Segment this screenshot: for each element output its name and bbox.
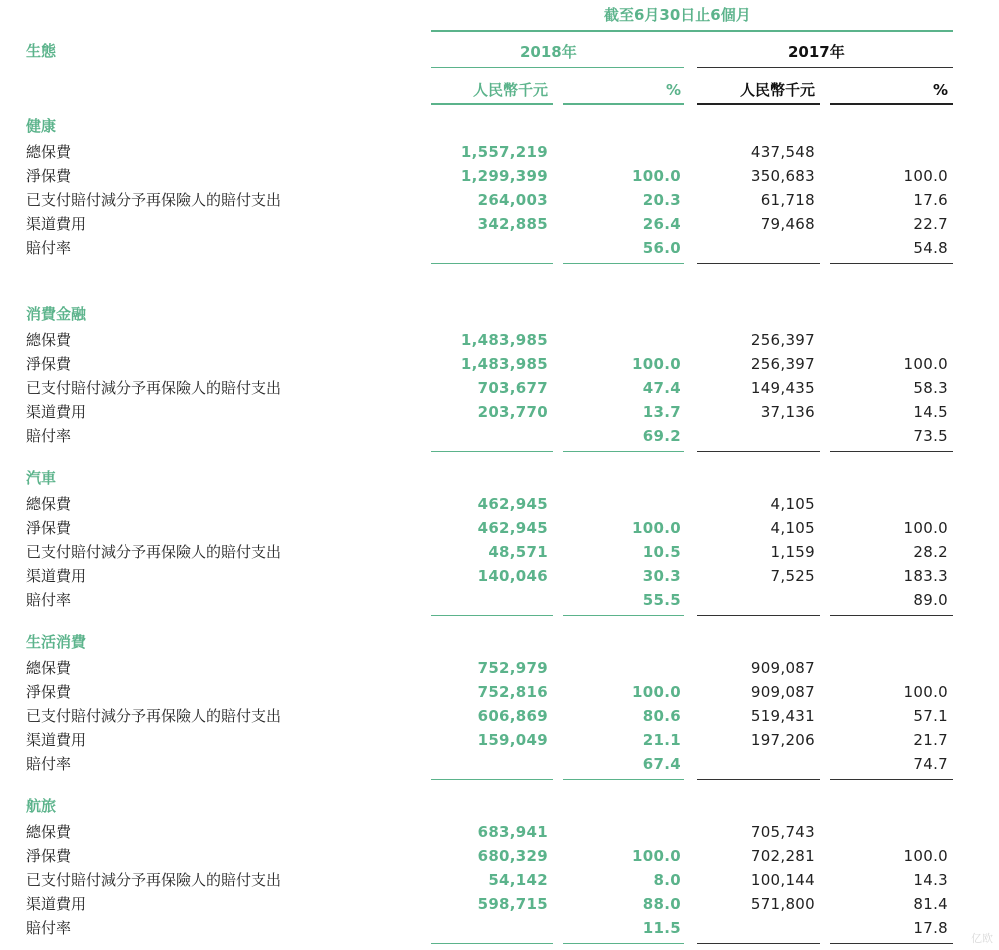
unit-2018-amount: 人民幣千元	[472, 81, 548, 99]
percent-2017: 100.0	[903, 683, 948, 701]
amount-2017: 1,159	[770, 543, 815, 561]
amount-2018: 1,299,399	[460, 167, 548, 185]
amount-2017: 79,468	[760, 215, 815, 233]
percent-2018: 88.0	[642, 895, 681, 913]
amount-2017: 350,683	[750, 167, 815, 185]
section-rule	[563, 615, 684, 616]
period-heading: 截至6月30日止6個月	[604, 6, 751, 24]
section-title: 航旅	[26, 797, 57, 815]
row-label: 總保費	[26, 659, 72, 677]
amount-2018: 703,677	[477, 379, 548, 397]
section-title: 健康	[26, 117, 57, 135]
percent-2018: 55.5	[642, 591, 681, 609]
percent-2017: 89.0	[913, 591, 948, 609]
percent-2018: 100.0	[632, 683, 681, 701]
row-label: 賠付率	[26, 591, 72, 609]
percent-2017: 21.7	[913, 731, 948, 749]
section-rule	[563, 779, 684, 780]
section-title: 汽車	[26, 469, 57, 487]
unit-2017-percent-rule	[830, 103, 953, 105]
percent-2017: 58.3	[913, 379, 948, 397]
unit-2018-percent-rule	[563, 103, 684, 105]
section-rule	[697, 943, 820, 944]
percent-2017: 100.0	[903, 355, 948, 373]
row-label: 總保費	[26, 823, 72, 841]
amount-2018: 203,770	[477, 403, 548, 421]
percent-2017: 100.0	[903, 167, 948, 185]
percent-2017: 14.5	[913, 403, 948, 421]
row-label: 淨保費	[26, 519, 72, 537]
section-title: 生活消費	[26, 633, 87, 651]
percent-2018: 30.3	[642, 567, 681, 585]
amount-2018: 598,715	[477, 895, 548, 913]
row-label: 賠付率	[26, 755, 72, 773]
amount-2018: 680,329	[477, 847, 548, 865]
row-label: 賠付率	[26, 919, 72, 937]
amount-2018: 140,046	[477, 567, 548, 585]
amount-2018: 752,816	[477, 683, 548, 701]
row-label: 淨保費	[26, 355, 72, 373]
amount-2018: 342,885	[477, 215, 548, 233]
percent-2018: 10.5	[642, 543, 681, 561]
section-rule	[830, 615, 953, 616]
section-rule	[830, 943, 953, 944]
percent-2018: 56.0	[642, 239, 681, 257]
section-rule	[697, 451, 820, 452]
amount-2018: 752,979	[477, 659, 548, 677]
amount-2017: 4,105	[770, 519, 815, 537]
period-rule	[431, 30, 953, 32]
unit-2017-amount: 人民幣千元	[739, 81, 815, 99]
row-label: 總保費	[26, 495, 72, 513]
percent-2018: 26.4	[642, 215, 681, 233]
amount-2018: 1,483,985	[460, 331, 548, 349]
percent-2017: 54.8	[913, 239, 948, 257]
unit-2017-percent: %	[932, 81, 948, 99]
percent-2017: 73.5	[913, 427, 948, 445]
amount-2017: 61,718	[760, 191, 815, 209]
amount-2018: 462,945	[477, 495, 548, 513]
row-label: 渠道費用	[26, 895, 87, 913]
section-rule	[830, 451, 953, 452]
row-label: 已支付賠付減分予再保險人的賠付支出	[26, 871, 282, 889]
section-rule	[563, 263, 684, 264]
amount-2018: 606,869	[477, 707, 548, 725]
percent-2018: 21.1	[642, 731, 681, 749]
amount-2017: 571,800	[750, 895, 815, 913]
amount-2017: 702,281	[750, 847, 815, 865]
row-label: 渠道費用	[26, 403, 87, 421]
section-rule	[431, 779, 553, 780]
percent-2017: 17.6	[913, 191, 948, 209]
percent-2018: 8.0	[653, 871, 681, 889]
percent-2018: 20.3	[642, 191, 681, 209]
row-label: 已支付賠付減分予再保險人的賠付支出	[26, 707, 282, 725]
percent-2018: 67.4	[642, 755, 681, 773]
year-2017-rule	[697, 67, 953, 68]
row-label: 渠道費用	[26, 567, 87, 585]
percent-2017: 28.2	[913, 543, 948, 561]
percent-2018: 69.2	[642, 427, 681, 445]
section-rule	[830, 779, 953, 780]
percent-2017: 100.0	[903, 847, 948, 865]
amount-2017: 705,743	[750, 823, 815, 841]
amount-2018: 48,571	[488, 543, 548, 561]
percent-2018: 47.4	[642, 379, 681, 397]
amount-2017: 256,397	[750, 331, 815, 349]
section-rule	[431, 943, 553, 944]
amount-2017: 37,136	[760, 403, 815, 421]
year-2017-heading: 2017年	[788, 43, 845, 61]
amount-2017: 437,548	[750, 143, 815, 161]
row-label: 賠付率	[26, 239, 72, 257]
amount-2018: 462,945	[477, 519, 548, 537]
amount-2017: 197,206	[750, 731, 815, 749]
amount-2018: 54,142	[488, 871, 548, 889]
year-2018-rule	[431, 67, 684, 68]
amount-2018: 683,941	[477, 823, 548, 841]
percent-2018: 100.0	[632, 167, 681, 185]
percent-2018: 13.7	[642, 403, 681, 421]
amount-2018: 159,049	[477, 731, 548, 749]
percent-2018: 100.0	[632, 519, 681, 537]
amount-2017: 149,435	[750, 379, 815, 397]
section-rule	[830, 263, 953, 264]
section-rule	[431, 451, 553, 452]
percent-2017: 17.8	[913, 919, 948, 937]
percent-2017: 14.3	[913, 871, 948, 889]
amount-2017: 100,144	[750, 871, 815, 889]
unit-2018-amount-rule	[431, 103, 553, 105]
row-label: 賠付率	[26, 427, 72, 445]
amount-2018: 264,003	[477, 191, 548, 209]
amount-2017: 256,397	[750, 355, 815, 373]
row-label: 渠道費用	[26, 731, 87, 749]
segment-title: 生態	[26, 42, 57, 60]
percent-2018: 100.0	[632, 355, 681, 373]
row-label: 總保費	[26, 331, 72, 349]
year-2018-heading: 2018年	[520, 43, 577, 61]
row-label: 已支付賠付減分予再保險人的賠付支出	[26, 379, 282, 397]
percent-2018: 100.0	[632, 847, 681, 865]
section-title: 消費金融	[26, 305, 87, 323]
percent-2017: 74.7	[913, 755, 948, 773]
amount-2017: 7,525	[770, 567, 815, 585]
amount-2018: 1,557,219	[460, 143, 548, 161]
percent-2018: 80.6	[642, 707, 681, 725]
percent-2017: 22.7	[913, 215, 948, 233]
row-label: 已支付賠付減分予再保險人的賠付支出	[26, 543, 282, 561]
watermark-logo: 亿欧	[971, 932, 993, 945]
row-label: 淨保費	[26, 683, 72, 701]
amount-2017: 519,431	[750, 707, 815, 725]
section-rule	[563, 943, 684, 944]
percent-2017: 81.4	[913, 895, 948, 913]
section-rule	[697, 779, 820, 780]
row-label: 已支付賠付減分予再保險人的賠付支出	[26, 191, 282, 209]
percent-2017: 100.0	[903, 519, 948, 537]
unit-2017-amount-rule	[697, 103, 820, 105]
amount-2018: 1,483,985	[460, 355, 548, 373]
section-rule	[431, 615, 553, 616]
section-rule	[697, 615, 820, 616]
percent-2018: 11.5	[642, 919, 681, 937]
amount-2017: 909,087	[750, 683, 815, 701]
row-label: 渠道費用	[26, 215, 87, 233]
section-rule	[563, 451, 684, 452]
row-label: 淨保費	[26, 847, 72, 865]
amount-2017: 909,087	[750, 659, 815, 677]
percent-2017: 183.3	[903, 567, 948, 585]
row-label: 淨保費	[26, 167, 72, 185]
percent-2017: 57.1	[913, 707, 948, 725]
row-label: 總保費	[26, 143, 72, 161]
unit-2018-percent: %	[665, 81, 681, 99]
section-rule	[431, 263, 553, 264]
section-rule	[697, 263, 820, 264]
amount-2017: 4,105	[770, 495, 815, 513]
